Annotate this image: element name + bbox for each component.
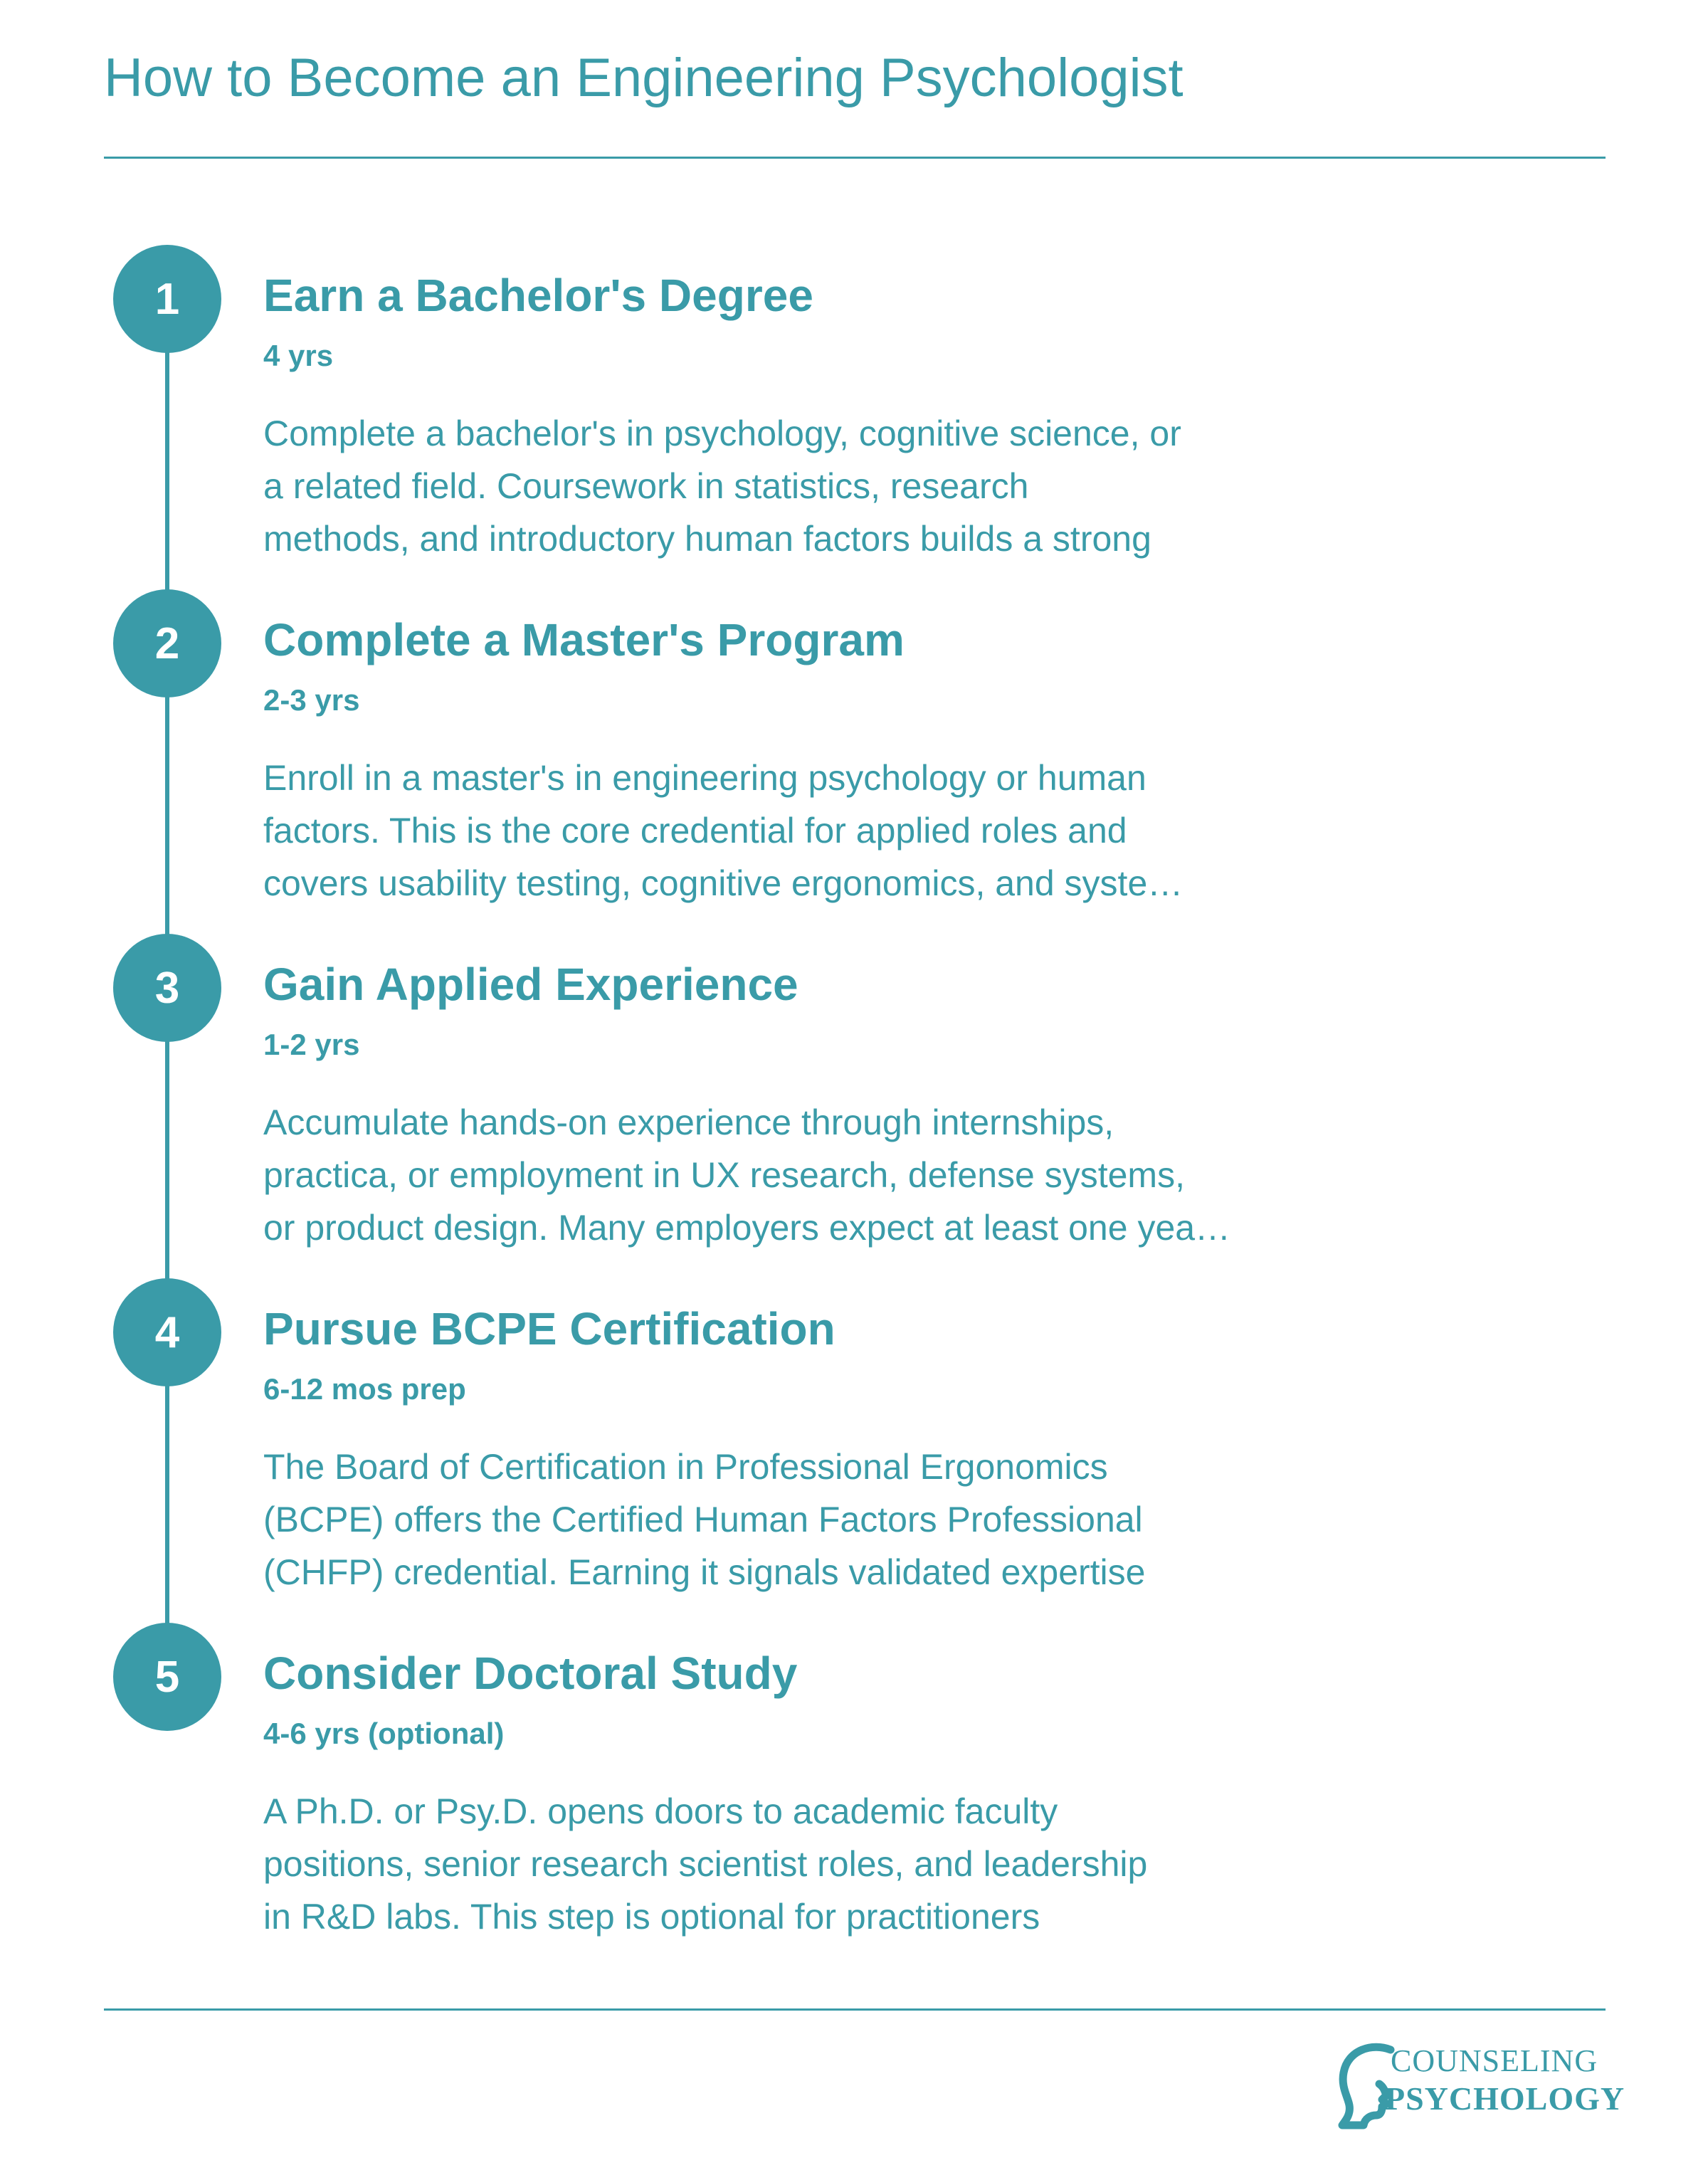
counseling-psychology-logo xyxy=(1335,2040,1625,2132)
description-line: Complete a bachelor's in psychology, cognitive science, or xyxy=(263,414,1181,453)
description-line: practica, or employment in UX research, defense systems, xyxy=(263,1155,1185,1195)
step-description xyxy=(263,1441,1374,1599)
step-number-badge: 3 xyxy=(113,934,221,1042)
description-line: methods, and introductory human factors builds a strong xyxy=(263,519,1151,559)
step-description xyxy=(263,752,1374,910)
step-duration: 1-2 yrs xyxy=(263,1028,360,1061)
step-duration: 2-3 yrs xyxy=(263,683,360,717)
step-description xyxy=(263,1785,1374,1943)
step-title: Pursue BCPE Certification xyxy=(263,1303,835,1354)
page-title: How to Become an Engineering Psychologist xyxy=(104,48,1184,108)
description-line: (BCPE) offers the Certified Human Factors Professional xyxy=(263,1500,1143,1539)
step-description xyxy=(263,407,1374,565)
bottom-divider xyxy=(104,2008,1606,2011)
description-line: positions, senior research scientist roles, and leadership xyxy=(263,1844,1148,1884)
step-duration: 6-12 mos prep xyxy=(263,1372,466,1406)
description-line: A Ph.D. or Psy.D. opens doors to academic faculty xyxy=(263,1791,1058,1831)
step-duration: 4 yrs xyxy=(263,339,334,372)
step-number-badge: 2 xyxy=(113,589,221,697)
logo-text-psychology: PSYCHOLOGY xyxy=(1385,2080,1625,2117)
step-3 xyxy=(0,934,1708,1275)
description-line: Accumulate hands-on experience through internships, xyxy=(263,1102,1114,1142)
description-line: Enroll in a master's in engineering psychology or human xyxy=(263,758,1146,798)
step-duration: 4-6 yrs (optional) xyxy=(263,1717,505,1750)
step-title: Earn a Bachelor's Degree xyxy=(263,270,813,321)
description-line: covers usability testing, cognitive ergonomics, and syste… xyxy=(263,863,1184,903)
description-line: (CHFP) credential. Earning it signals validated expertise xyxy=(263,1552,1146,1592)
step-2 xyxy=(0,589,1708,931)
step-number-badge: 4 xyxy=(113,1278,221,1386)
step-1 xyxy=(0,245,1708,586)
description-line: or product design. Many employers expect at least one yea… xyxy=(263,1208,1231,1248)
description-line: The Board of Certification in Professional Ergonomics xyxy=(263,1447,1108,1487)
description-line: a related field. Coursework in statistics, research xyxy=(263,466,1029,506)
step-4 xyxy=(0,1278,1708,1620)
step-title: Complete a Master's Program xyxy=(263,614,905,665)
step-number-badge: 1 xyxy=(113,245,221,353)
logo-text-counseling: COUNSELING xyxy=(1391,2043,1598,2078)
description-line: in R&D labs. This step is optional for practitioners xyxy=(263,1897,1040,1937)
step-number-badge: 5 xyxy=(113,1623,221,1731)
step-title: Gain Applied Experience xyxy=(263,959,798,1010)
description-line: factors. This is the core credential for applied roles and xyxy=(263,811,1127,851)
step-description xyxy=(263,1096,1374,1254)
top-divider xyxy=(104,157,1606,159)
step-5 xyxy=(0,1623,1708,1964)
step-title: Consider Doctoral Study xyxy=(263,1648,798,1699)
